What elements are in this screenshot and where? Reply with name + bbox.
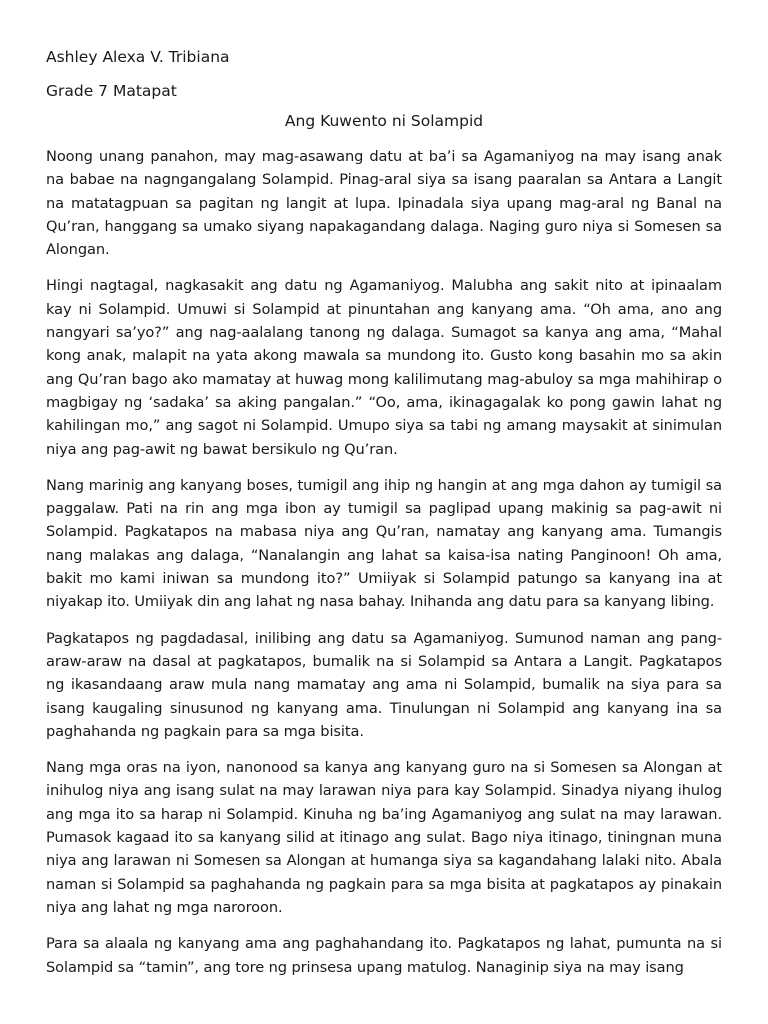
story-title: Ang Kuwento ni Solampid bbox=[284, 112, 484, 130]
paragraph-6: Para sa alaala ng kanyang ama ang paghahandang ito. Pagkatapos ng lahat, pumunta na si Solampid sa “tamin”, ang tore ng prinsesa upang matulog. Nanaginip siya na may isang bbox=[46, 935, 722, 976]
paragraph-4: Pagkatapos ng pagdadasal, inilibing ang datu sa Agamaniyog. Sumunod naman ang pang-araw-araw na dasal at pagkatapos, bumalik na si Solampid sa Antara a Langit. Pagkatapos ng ikasandaang araw mula nang mamatay ang ama ni Solampid, bumalik na siya para sa isang kaugaling sinusunod ng kanyang ama. Tinulungan ni Solampid ang kanyang ina sa paghahanda ng pagkain para sa mga bisita. bbox=[46, 629, 722, 740]
paragraph-5: Nang mga oras na iyon, nanonood sa kanya ang kanyang guro na si Somesen sa Alongan at inihulog niya ang isang sulat na may larawan niya para kay Solampid. Sinadya niyang ihulog ang mga ito sa harap ni Solampid. Kinuha ng ba’ing Agamaniyog ang sulat na may larawan. Pumasok kagaad ito sa kanyang silid at itinago ang sulat. Bago niya itinago, tiningnan muna niya ang larawan ni Somesen sa Alongan at humanga siya sa kagandahang lalaki nito. Abala naman si Solampid sa paghahanda ng pagkain para sa mga bisita at pagkatapos ay pinakain niya ang lahat ng mga naroroon. bbox=[46, 759, 722, 916]
paragraph-3: Nang marinig ang kanyang boses, tumigil ang ihip ng hangin at ang mga dahon ay tumigil sa paggalaw. Pati na rin ang mga ibon ay tumigil sa paglipad upang makinig sa pag-awit ni Solampid. Pagkatapos na mabasa niya ang Qu’ran, namatay ang kanyang ama. Tumangis nang malakas ang dalaga, “Nanalangin ang lahat sa kaisa-isa nating Panginoon! Oh ama, bakit mo kami iniwan sa mundong ito?” Umiiyak si Solampid patungo sa kanyang ina at niyakap ito. Umiiyak din ang lahat ng nasa bahay. Inihanda ang datu para sa kanyang libing. bbox=[46, 476, 722, 611]
paragraph-1: Noong unang panahon, may mag-asawang datu at ba’i sa Agamaniyog na may isang anak na babae na nagngangalang Solampid. Pinag-aral siya sa isang paaralan sa Antara a Langit na matatagpuan sa pagitan ng langit at lupa. Ipinadala siya upang mag-aral ng Banal na Qu’ran, hanggang sa umako siyang napakagandang dalaga. Naging guro niya si Somesen sa Alongan. bbox=[46, 148, 722, 259]
grade-section: Grade 7 Matapat bbox=[46, 82, 177, 100]
paragraph-2: Hingi nagtagal, nagkasakit ang datu ng Agamaniyog. Malubha ang sakit nito at ipinaalam kay ni Solampid. Umuwi si Solampid at pinuntahan ang kanyang ama. “Oh ama, ano ang nangyari sa’yo?” ang nag-aalalang tanong ng dalaga. Sumagot sa kanya ang ama, “Mahal kong anak, malapit na yata akong mawala sa mundong ito. Gusto kong basahin mo sa akin ang Qu’ran bago ako mamatay at huwag mong kalilimutang mag-abuloy sa mga mahihirap o magbigay ng ‘sadaka’ sa aking pangalan.” “Oo, ama, ikinagagalak ko pong gawin lahat ng kahilingan mo,” ang sagot ni Solampid. Umupo siya sa tabi ng amang maysakit at sinimulan niya ang pag-awit ng bawat bersikulo ng Qu’ran. bbox=[46, 277, 722, 458]
author-name: Ashley Alexa V. Tribiana bbox=[46, 48, 230, 66]
